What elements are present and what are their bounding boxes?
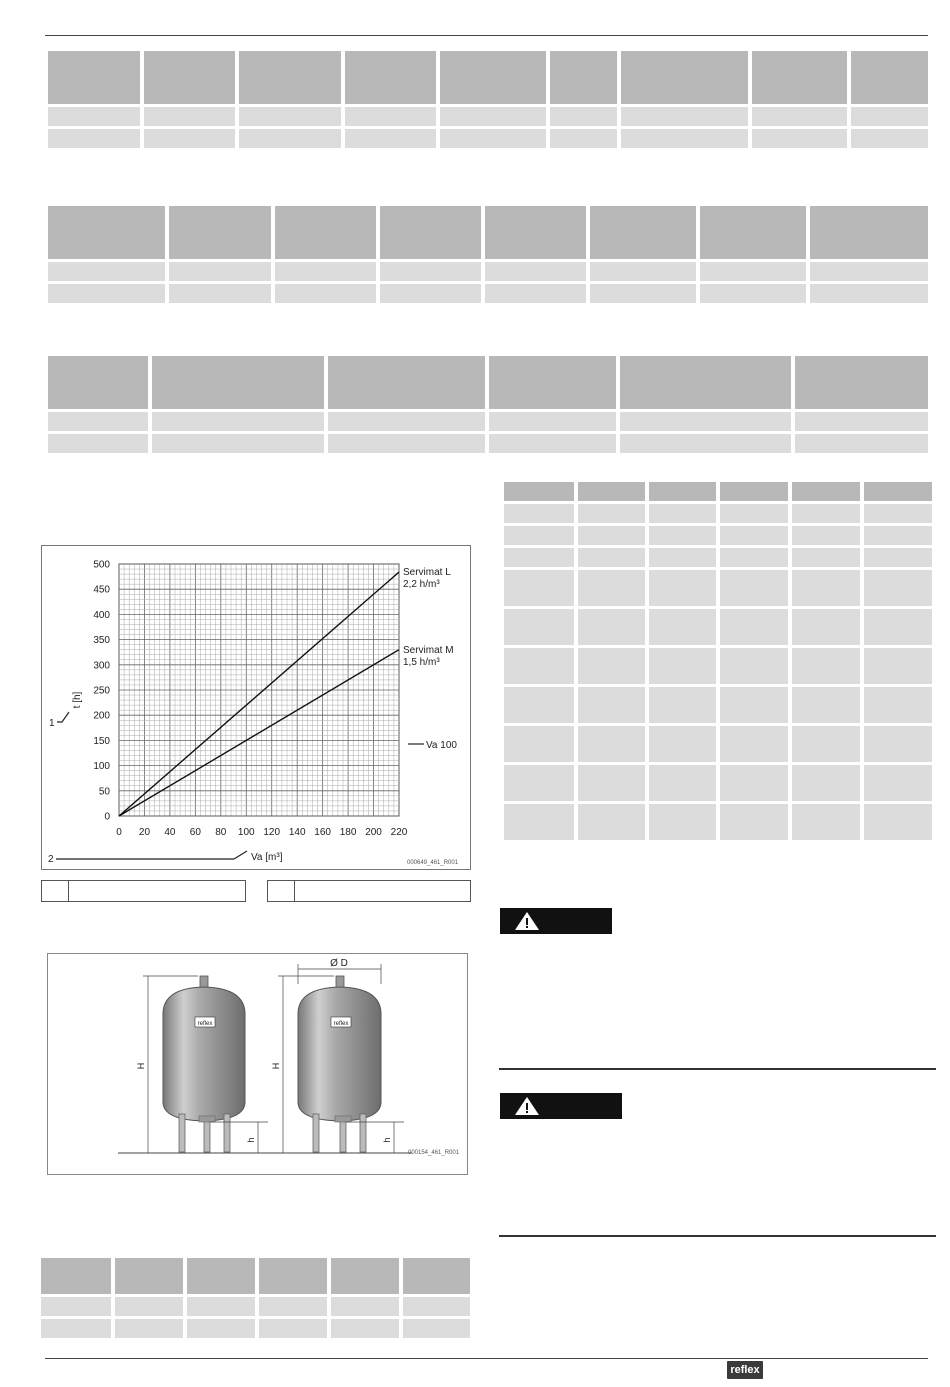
warning-banner-1 [500,908,612,934]
x-tick-label: 180 [339,827,357,838]
y-tick-label: 400 [93,609,110,621]
y-axis-label: t [h] [72,691,83,709]
x-tick-label: 80 [215,827,227,838]
warning-triangle-icon [514,911,540,931]
data-table-bottom [37,1255,474,1341]
tank-left [163,976,245,1152]
tank-right-D-label: Ø D [330,958,348,969]
data-table-1 [44,48,932,151]
x-tick-label: 160 [314,827,331,838]
va100-label: Va 100 [426,740,457,751]
tank-right [298,976,381,1152]
y-tick-label: 350 [93,635,110,647]
x-tick-label: 60 [189,827,201,838]
tank-diagram-svg [48,954,467,1174]
y-tick-label: 250 [93,685,110,697]
chart-frame [41,545,471,870]
callout-1-leader [57,712,69,722]
x-tick-label: 40 [164,827,176,838]
data-table-2 [44,203,932,306]
tank-left-H-label: H [136,1062,146,1070]
top-rule [45,35,928,36]
callout-2-label: 2 [48,854,54,865]
series-l-name: Servimat L [403,567,451,578]
footer-logo: reflex [727,1361,763,1379]
x-tick-label: 200 [365,827,382,838]
tank-right-logo: reflex [333,1021,349,1027]
y-tick-label: 500 [93,559,110,571]
warning-banner-2 [500,1093,622,1119]
tank-diagram [47,953,468,1175]
series-m-sublabel: 1,5 h/m³ [403,657,440,668]
y-tick-label: 450 [93,584,110,596]
y-tick-labels [93,560,110,823]
chart-svg [42,546,470,869]
series-l-sublabel: 2,2 h/m³ [403,579,440,590]
y-tick-label: 150 [93,735,110,747]
data-table-right [500,479,936,843]
x-tick-label: 140 [288,827,306,838]
x-tick-labels [116,827,408,838]
y-tick-label: 100 [93,761,110,773]
x-tick-label: 20 [138,827,151,838]
tank-left-logo: reflex [197,1021,213,1027]
legend-box-2-number-cell [268,881,295,901]
x-tick-label: 100 [237,827,255,838]
tank-right-h-label: h [382,1137,392,1143]
x-tick-label: 220 [390,827,408,838]
y-tick-label: 0 [104,811,110,823]
chart-code: 000649_461_R001 [407,860,459,866]
diagram-code: 000154_461_R001 [408,1150,460,1156]
tank-left-h-label: h [246,1137,256,1143]
y-tick-label: 200 [93,710,110,722]
callout-1-label: 1 [49,718,55,729]
tank-right-H-label: H [271,1062,281,1070]
series-m-name: Servimat M [403,645,454,656]
x-axis-label: Va [m³] [251,852,283,863]
x-tick-label: 120 [263,827,281,838]
data-table-3 [44,353,932,456]
y-tick-label: 50 [98,786,110,798]
chart-grid [119,564,399,816]
x-tick-label: 0 [116,827,122,838]
warning-1-rule [499,1068,936,1070]
callout-2-hook [234,851,247,859]
footer-rule [45,1358,928,1359]
y-tick-label: 300 [93,660,110,672]
legend-box-1-number-cell [42,881,69,901]
legend-box-1 [41,880,246,902]
legend-box-2 [267,880,471,902]
warning-triangle-icon [514,1096,540,1116]
warning-2-rule [499,1235,936,1237]
